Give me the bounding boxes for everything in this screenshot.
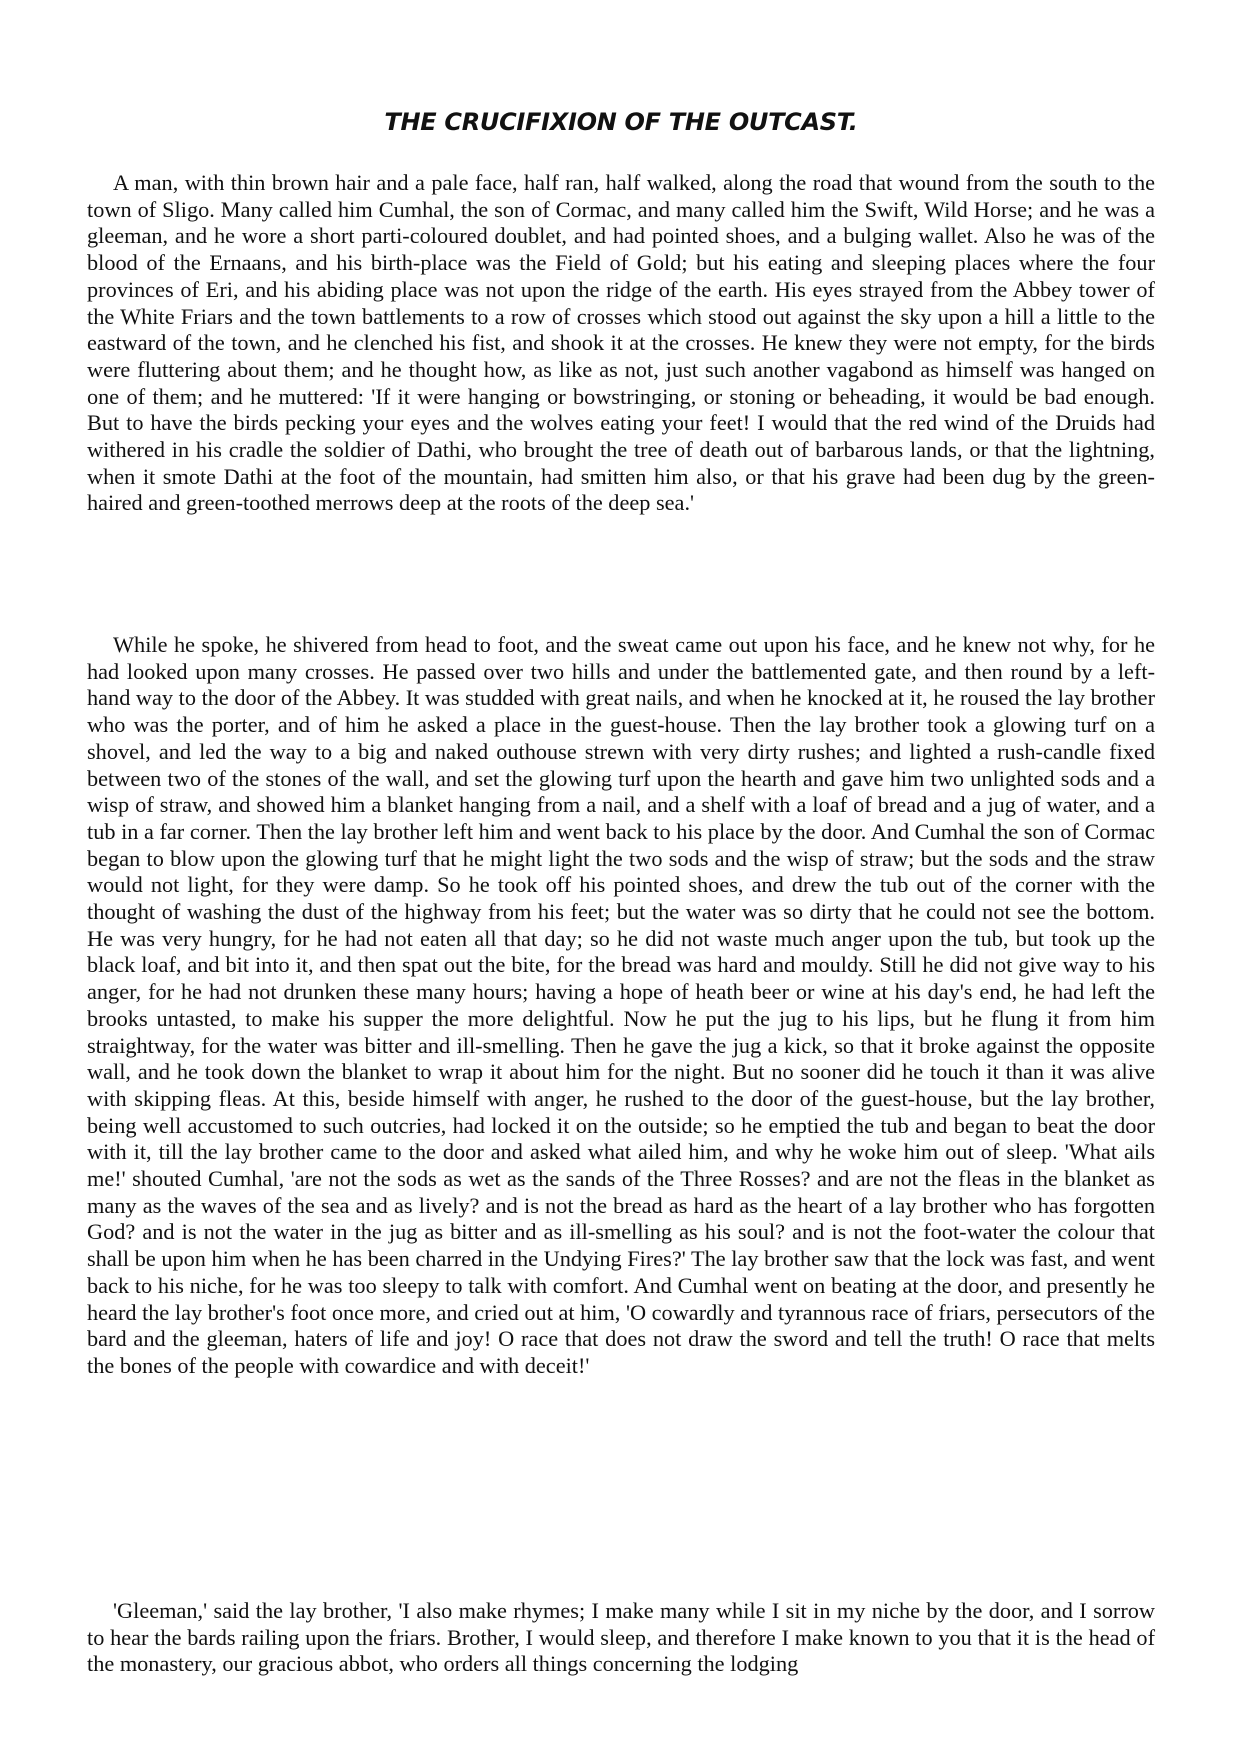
paragraph-1: A man, with thin brown hair and a pale face, half ran, half walked, along the road that wound from the south to the town of Sligo. Many called him Cumhal, the son of Cormac, and many called him the Swift, Wild Horse; and he was a gleeman, and he wore a short parti-coloured doublet, and had pointed shoes, and a bulging wallet. Also he was of the blood of the Ernaans, and his birth-place was the Field of Gold; but his eating and sleeping places where the four provinces of Eri, and his abiding place was not upon the ridge of the earth. His eyes strayed from the Abbey tower of the White Friars and the town battlements to a row of crosses which stood out against the sky upon a hill a little to the eastward of the town, and he clenched his fist, and shook it at the crosses. He knew they were not empty, for the birds were fluttering about them; and he thought how, as like as not, just such another vagabond as himself was hanged on one of them; and he muttered: 'If it were hanging or bowstringing, or stoning or beheading, it would be bad enough. But to have the birds pecking your eyes and the wolves eating your feet! I would that the red wind of the Druids had withered in his cradle the soldier of Dathi, who brought the tree of death out of barbarous lands, or that the lightning, when it smote Dathi at the foot of the mountain, had smitten him also, or that his grave had been dug by the green-haired and green-toothed merrows deep at the roots of the deep sea.': [87, 170, 1155, 516]
chapter-title: THE CRUCIFIXION OF THE OUTCAST.: [384, 108, 858, 136]
paragraph-2: While he spoke, he shivered from head to foot, and the sweat came out upon his face, and he knew not why, for he had looked upon many crosses. He passed over two hills and under the battlemented gate, and then round by a left-hand way to the door of the Abbey. It was studded with great nails, and when he knocked at it, he roused the lay brother who was the porter, and of him he asked a place in the guest-house. Then the lay brother took a glowing turf on a shovel, and led the way to a big and naked outhouse strewn with very dirty rushes; and lighted a rush-candle fixed between two of the stones of the wall, and set the glowing turf upon the hearth and gave him two unlighted sods and a wisp of straw, and showed him a blanket hanging from a nail, and a shelf with a loaf of bread and a jug of water, and a tub in a far corner. Then the lay brother left him and went back to his place by the door. And Cumhal the son of Cormac began to blow upon the glowing turf that he might light the two sods and the wisp of straw; but the sods and the straw would not light, for they were damp. So he took off his pointed shoes, and drew the tub out of the corner with the thought of washing the dust of the highway from his feet; but the water was so dirty that he could not see the bottom. He was very hungry, for he had not eaten all that day; so he did not waste much anger upon the tub, but took up the black loaf, and bit into it, and then spat out the bite, for the bread was hard and mouldy. Still he did not give way to his anger, for he had not drunken these many hours; having a hope of heath beer or wine at his day's end, he had left the brooks untasted, to make his supper the more delightful. Now he put the jug to his lips, but he flung it from him straightway, for the water was bitter and ill-smelling. Then he gave the jug a kick, so that it broke against the opposite wall, and he took down the blanket to wrap it about him for the night. But no sooner did he touch it than it was alive with skipping fleas. At this, beside himself with anger, he rushed to the door of the guest-house, but the lay brother, being well accustomed to such outcries, had locked it on the outside; so he emptied the tub and began to beat the door with it, till the lay brother came to the door and asked what ailed him, and why he woke him out of sleep. 'What ails me!' shouted Cumhal, 'are not the sods as wet as the sands of the Three Rosses? and are not the fleas in the blanket as many as the waves of the sea and as lively? and is not the bread as hard as the heart of a lay brother who has forgotten God? and is not the water in the jug as bitter and as ill-smelling as his soul? and is not the foot-water the colour that shall be upon him when he has been charred in the Undying Fires?' The lay brother saw that the lock was fast, and went back to his niche, for he was too sleepy to talk with comfort. And Cumhal went on beating at the door, and presently he heard the lay brother's foot once more, and cried out at him, 'O cowardly and tyrannous race of friars, persecutors of the bard and the gleeman, haters of life and joy! O race that does not draw the sword and tell the truth! O race that melts the bones of the people with cowardice and with deceit!': [87, 632, 1155, 1378]
paragraph-3: 'Gleeman,' said the lay brother, 'I also make rhymes; I make many while I sit in my niche by the door, and I sorrow to hear the bards railing upon the friars. Brother, I would sleep, and therefore I make known to you that it is the head of the monastery, our gracious abbot, who orders all things concerning the lodging: [87, 1598, 1155, 1677]
